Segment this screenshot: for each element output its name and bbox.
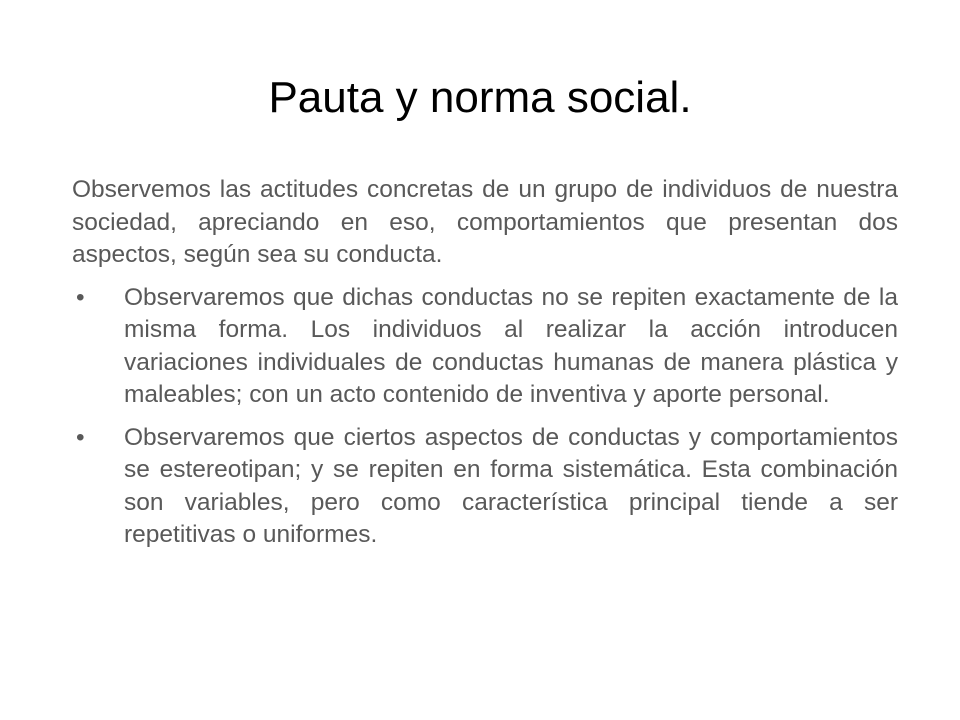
- bullet-list: [72, 282, 898, 552]
- slide-title: Pauta y norma social.: [268, 73, 692, 122]
- bullet-text: Observaremos que dichas conductas no se repiten exactamente de la misma forma. Los individuos al realizar la acción introducen variaciones individuales de conductas humanas de manera plástica y maleables; con un acto contenido de inventiva y aporte personal.: [124, 283, 898, 408]
- bullet-item: [72, 282, 898, 412]
- intro-paragraph: Observemos las actitudes concretas de un grupo de individuos de nuestra sociedad, apreciando en eso, comportamientos que presentan dos aspectos, según sea su conducta.: [72, 176, 898, 268]
- slide-content: [72, 174, 898, 562]
- bullet-icon: •: [76, 423, 85, 451]
- bullet-text: Observaremos que ciertos aspectos de conductas y comportamientos se estereotipan; y se repiten en forma sistemática. Esta combinación son variables, pero como característica principal tiende a ser repetitivas o uniformes.: [124, 423, 898, 548]
- bullet-item: [72, 422, 898, 552]
- bullet-icon: •: [76, 283, 85, 311]
